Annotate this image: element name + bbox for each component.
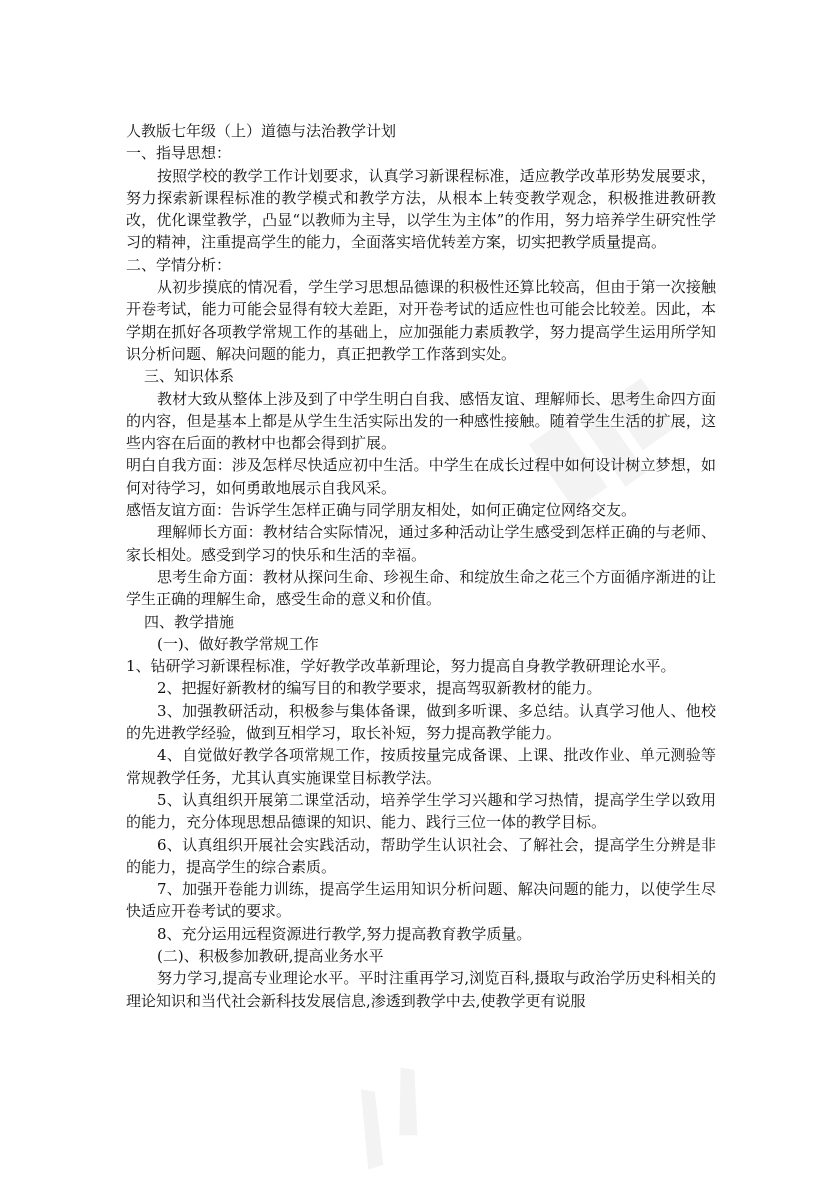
paragraph: 7、加强开卷能力训练，提高学生运用知识分析问题、解决问题的能力，以使学生尽快适应开卷考试的要求。 <box>126 880 716 921</box>
paragraph: 5、认真组织开展第二课堂活动，培养学生学习兴趣和学习热情，提高学生学以致用的能力，充分体现思想品德课的知识、能力、践行三位一体的教学目标。 <box>126 790 716 832</box>
document-body <box>126 120 716 1012</box>
paragraph: 明白自我方面：涉及怎样尽快适应初中生活。中学生在成长过程中如何设计树立梦想，如何对待学习，如何勇敢地展示自我风采。 <box>126 456 716 497</box>
paragraph: (二)、积极参加教研,提高业务水平 <box>157 946 384 965</box>
paragraph: 按照学校的教学工作计划要求，认真学习新课程标准，适应教学改革形势发展要求，努力探索新课程标准的教学模式和教学方法，从根本上转变教学观念，积极推进教研教改，优化课堂教学，凸显“以教师为主导，以学生为主体”的作用，努力培养学生研究性学习的精神，注重提高学生的能力，全面落实培优转差方案，切实把教学质量提高。 <box>126 166 716 252</box>
paragraph: 6、认真组织开展社会实践活动，帮助学生认识社会、了解社会，提高学生分辨是非的能力，提高学生的综合素质。 <box>126 835 716 876</box>
paragraph: 思考生命方面：教材从探问生命、珍视生命、和绽放生命之花三个方面循序渐进的让学生正确的理解生命，感受生命的意义和价值。 <box>126 567 716 609</box>
paragraph: 4、自觉做好教学各项常规工作，按质按量完成备课、上课、批改作业、单元测验等常规教学任务，尤其认真实施课堂目标教学法。 <box>126 746 716 787</box>
paragraph: (一)、做好教学常规工作 <box>157 634 319 653</box>
document-title: 人教版七年级（上）道德与法治教学计划 <box>126 122 397 140</box>
paragraph: 努力学习,提高专业理论水平。平时注重再学习,浏览百科,摄取与政治学历史科相关的理论知识和当代社会新科技发展信息,渗透到教学中去,使教学更有说服 <box>126 969 716 1010</box>
watermark-logo <box>314 1047 456 1184</box>
paragraph: 8、充分运用远程资源进行教学,努力提高教育教学质量。 <box>157 924 532 943</box>
paragraph: 教材大致从整体上涉及到了中学生明白自我、感悟友谊、理解师长、思考生命四方面的内容，但是基本上都是从学生生活实际出发的一种感性接触。随着学生生活的扩展，这些内容在后面的教材中也都会得到扩展。 <box>126 389 716 453</box>
paragraph: 四、教学措施 <box>144 612 235 631</box>
paragraph: 理解师长方面：教材结合实际情况，通过多种活动让学生感受到怎样正确的与老师、家长相处。感受到学习的快乐和生活的幸福。 <box>126 523 716 564</box>
paragraph: 三、知识体系 <box>144 367 235 386</box>
paragraph: 2、把握好新教材的编写目的和教学要求，提高驾驭新教材的能力。 <box>157 679 602 698</box>
paragraph: 从初步摸底的情况看，学生学习思想品德课的积极性还算比较高，但由于第一次接触开卷考试，能力可能会显得有较大差距，对开卷考试的适应性也可能会比较差。因此，本学期在抓好各项教学常规工作的基础上，应加强能力素质教学，努力提高学生运用所学知识分析问题、解决问题的能力，真正把教学工作落到实处。 <box>126 278 716 363</box>
paragraph: 感悟友谊方面：告诉学生怎样正确与同学朋友相处，如何正确定位网络交友。 <box>126 501 637 520</box>
paragraph: 3、加强教研活动，积极参与集体备课，做到多听课、多总结。认真学习他人、他校的先进教学经验，做到互相学习，取长补短，努力提高教学能力。 <box>126 701 716 743</box>
paragraph: 二、学情分析： <box>126 255 232 274</box>
paragraph: 1、钻研学习新课程标准，学好教学改革新理论，努力提高自身教学教研理论水平。 <box>126 657 676 676</box>
paragraph: 一、指导思想： <box>126 144 232 163</box>
